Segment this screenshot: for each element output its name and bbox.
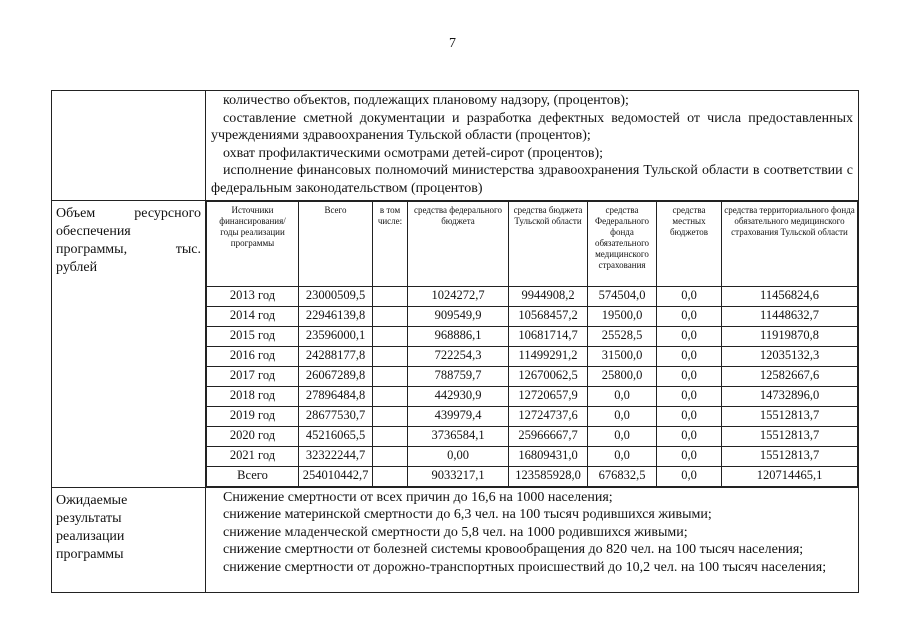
cell-federal: 722254,3: [408, 346, 509, 366]
header-total: Всего: [299, 201, 373, 286]
cell-tfoms: 120714465,1: [722, 466, 858, 486]
cell-year: 2018 год: [207, 386, 299, 406]
cell-federal: 909549,9: [408, 306, 509, 326]
header-sources: Источники финансирования/ годы реализации программы: [207, 201, 299, 286]
cell-total: 24288177,8: [299, 346, 373, 366]
page-number: 7: [449, 36, 456, 51]
cell-year: 2019 год: [207, 406, 299, 426]
cell-ffoms: 0,0: [588, 426, 657, 446]
cell-local: 0,0: [657, 386, 722, 406]
cell-federal: 1024272,7: [408, 286, 509, 306]
cell-including: [373, 346, 408, 366]
financing-row: [207, 326, 858, 346]
financing-row: [207, 446, 858, 466]
financing-row: [207, 386, 858, 406]
cell-total: 45216065,5: [299, 426, 373, 446]
cell-federal: 788759,7: [408, 366, 509, 386]
cell-total: 27896484,8: [299, 386, 373, 406]
cell-including: [373, 286, 408, 306]
cell-federal: 442930,9: [408, 386, 509, 406]
result-paragraph: снижение материнской смертности до 6,3 чел. на 100 тысяч родившихся живыми;: [223, 507, 712, 523]
cell-ffoms: 0,0: [588, 386, 657, 406]
financing-row: [207, 306, 858, 326]
header-federal-oms-fund: средства Федерального фонда обязательного медицинского страхования: [588, 201, 657, 286]
financing-row: [207, 286, 858, 306]
financing-row: [207, 426, 858, 446]
cell-local: 0,0: [657, 306, 722, 326]
cell-year: 2017 год: [207, 366, 299, 386]
cell-ffoms: 25800,0: [588, 366, 657, 386]
cell-regional: 123585928,0: [509, 466, 588, 486]
cell-ffoms: 574504,0: [588, 286, 657, 306]
results-row: [52, 487, 859, 592]
cell-year: 2015 год: [207, 326, 299, 346]
cell-including: [373, 426, 408, 446]
cell-ffoms: 676832,5: [588, 466, 657, 486]
cell-including: [373, 326, 408, 346]
cell-tfoms: 15512813,7: [722, 446, 858, 466]
cell-local: 0,0: [657, 326, 722, 346]
results-label-line: реализации: [56, 528, 125, 544]
cell-ffoms: 25528,5: [588, 326, 657, 346]
cell-tfoms: 15512813,7: [722, 406, 858, 426]
cell-total: 32322244,7: [299, 446, 373, 466]
cell-year: 2016 год: [207, 346, 299, 366]
resources-row: [52, 200, 859, 487]
cell-local: 0,0: [657, 366, 722, 386]
cell-regional: 16809431,0: [509, 446, 588, 466]
header-federal-budget: средства федерального бюджета: [408, 201, 509, 286]
cell-year: Всего: [207, 466, 299, 486]
cell-total: 23000509,5: [299, 286, 373, 306]
financing-row: [207, 466, 858, 486]
cell-tfoms: 12035132,3: [722, 346, 858, 366]
cell-local: 0,0: [657, 466, 722, 486]
cell-tfoms: 11456824,6: [722, 286, 858, 306]
cell-tfoms: 15512813,7: [722, 426, 858, 446]
results-label-line: Ожидаемые: [56, 492, 128, 508]
financing-table: [206, 201, 858, 487]
cell-regional: 9944908,2: [509, 286, 588, 306]
cell-federal: 3736584,1: [408, 426, 509, 446]
cell-tfoms: 12582667,6: [722, 366, 858, 386]
cell-total: 28677530,7: [299, 406, 373, 426]
cell-regional: 10681714,7: [509, 326, 588, 346]
results-label-line: результаты: [56, 510, 122, 526]
indicator-paragraph: составление сметной документации и разработка дефектных ведомостей от числа предоставленных учреждениями здравоохранения Тульской области (процентов);: [211, 110, 853, 144]
cell-regional: 12670062,5: [509, 366, 588, 386]
cell-including: [373, 446, 408, 466]
cell-regional: 10568457,2: [509, 306, 588, 326]
header-including: в том числе:: [373, 201, 408, 286]
indicators-label-cell: [52, 91, 206, 201]
resources-table-cell: [206, 200, 859, 487]
cell-year: 2013 год: [207, 286, 299, 306]
resources-label-line: Объем ресурсного: [56, 205, 201, 221]
cell-ffoms: 0,0: [588, 406, 657, 426]
resources-label-cell: [52, 200, 206, 487]
cell-including: [373, 406, 408, 426]
resources-label-line: программы, тыс.: [56, 241, 201, 257]
cell-ffoms: 31500,0: [588, 346, 657, 366]
cell-local: 0,0: [657, 446, 722, 466]
header-territorial-oms-fund: средства территориального фонда обязательного медицинского страхования Тульской области: [722, 201, 858, 286]
cell-tfoms: 14732896,0: [722, 386, 858, 406]
cell-including: [373, 366, 408, 386]
cell-local: 0,0: [657, 426, 722, 446]
header-regional-budget: средства бюджета Тульской области: [509, 201, 588, 286]
results-label-cell: [52, 487, 206, 592]
cell-total: 23596000,1: [299, 326, 373, 346]
results-content-cell: [206, 487, 859, 592]
indicator-paragraph: количество объектов, подлежащих плановому надзору, (процентов);: [223, 93, 629, 108]
cell-total: 254010442,7: [299, 466, 373, 486]
cell-tfoms: 11448632,7: [722, 306, 858, 326]
indicator-paragraph: охват профилактическими осмотрами детей-сирот (процентов);: [223, 145, 603, 161]
cell-total: 22946139,8: [299, 306, 373, 326]
cell-federal: 9033217,1: [408, 466, 509, 486]
cell-regional: 12724737,6: [509, 406, 588, 426]
indicator-paragraph: исполнение финансовых полномочий министерства здравоохранения Тульской области в соответствии с федеральным законодательством (процентов): [211, 163, 853, 196]
cell-year: 2014 год: [207, 306, 299, 326]
cell-regional: 12720657,9: [509, 386, 588, 406]
cell-year: 2021 год: [207, 446, 299, 466]
indicators-content-cell: [206, 91, 859, 201]
cell-tfoms: 11919870,8: [722, 326, 858, 346]
result-paragraph: снижение смертности от дорожно-транспортных происшествий до 10,2 чел. на 100 тысяч населения;: [223, 559, 827, 575]
cell-including: [373, 306, 408, 326]
cell-local: 0,0: [657, 346, 722, 366]
cell-including: [373, 466, 408, 486]
indicators-row: [52, 91, 859, 201]
cell-year: 2020 год: [207, 426, 299, 446]
cell-federal: 968886,1: [408, 326, 509, 346]
header-local-budgets: средства местных бюджетов: [657, 201, 722, 286]
result-paragraph: Снижение смертности от всех причин до 16,6 на 1000 населения;: [223, 489, 613, 505]
result-paragraph: снижение смертности от болезней системы кровообращения до 820 чел. на 100 тысяч населения;: [223, 542, 804, 558]
cell-ffoms: 19500,0: [588, 306, 657, 326]
resources-label-line: обеспечения: [56, 223, 131, 239]
result-paragraph: снижение младенческой смертности до 5,8 чел. на 1000 родившихся живыми;: [223, 524, 688, 540]
cell-federal: 0,00: [408, 446, 509, 466]
financing-header-row: [207, 201, 858, 286]
results-label-line: программы: [56, 546, 124, 562]
cell-regional: 11499291,2: [509, 346, 588, 366]
cell-total: 26067289,8: [299, 366, 373, 386]
financing-row: [207, 366, 858, 386]
financing-row: [207, 406, 858, 426]
cell-including: [373, 386, 408, 406]
cell-federal: 439979,4: [408, 406, 509, 426]
cell-regional: 25966667,7: [509, 426, 588, 446]
resources-label-line: рублей: [56, 259, 98, 275]
financing-row: [207, 346, 858, 366]
cell-local: 0,0: [657, 406, 722, 426]
cell-local: 0,0: [657, 286, 722, 306]
cell-ffoms: 0,0: [588, 446, 657, 466]
program-passport-table: [51, 90, 859, 593]
